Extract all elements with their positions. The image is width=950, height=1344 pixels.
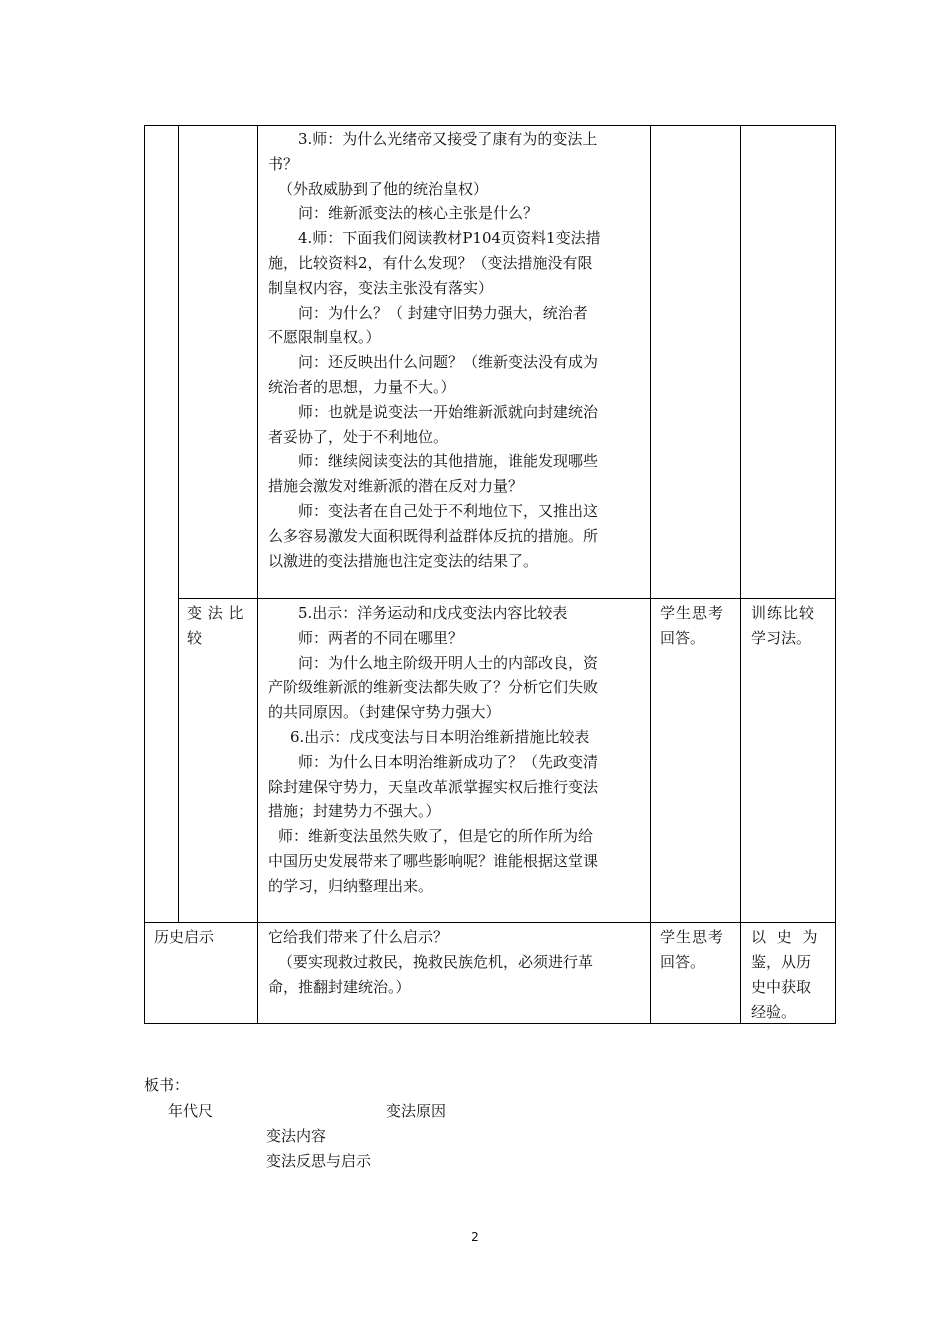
design-intent-line: 训练比较 (751, 604, 816, 622)
student-activity-line: 回答。 (660, 953, 706, 971)
student-activity-line: 学生思考 (660, 928, 725, 946)
student-activity-line: 回答。 (660, 629, 706, 647)
content-line: 师：变法者在自己处于不利地位下，又推出这 (298, 502, 599, 520)
board-heading: 板书： (144, 1076, 190, 1094)
content-line: 的学习，归纳整理出来。 (268, 876, 434, 895)
content-line: 除封建保守势力，天皇改革派掌握实权后推行变法 (268, 777, 599, 796)
section3-label: 历史启示 (154, 928, 215, 946)
content-line: 命，推翻封建统治。） (268, 977, 411, 996)
content-line: 师：两者的不同在哪里？ (298, 628, 464, 647)
content-line: 统治者的思想，力量不大。） (268, 378, 456, 396)
section2-label-line: 变 法 比 (187, 604, 245, 622)
design-intent-line: 以 史 为 (751, 928, 821, 946)
content-line: （外敌威胁到了他的统治皇权） (278, 179, 489, 198)
content-line: 产阶级维新派的维新变法都失败了？分析它们失败 (268, 678, 599, 697)
content-line: 么多容易激发大面积既得利益群体反抗的措施。所 (268, 526, 599, 545)
content-line: 它给我们带来了什么启示？ (268, 928, 449, 946)
content-line: 6.出示：戊戌变法与日本明治维新措施比较表 (290, 728, 590, 746)
content-line: 问：为什么？（ 封建守旧势力强大，统治者 (298, 303, 588, 322)
content-line: 中国历史发展带来了哪些影响呢？谁能根据这堂课 (268, 852, 599, 870)
design-intent-line: 学习法。 (751, 629, 812, 647)
content-line: 书？ (268, 154, 299, 173)
section2-design-intent (751, 601, 815, 651)
content-line: 师：继续阅读变法的其他措施，谁能发现哪些 (298, 452, 599, 471)
content-line: 的共同原因。（封建保守势力强大） (268, 703, 501, 722)
student-activity-line: 学生思考 (660, 604, 725, 622)
design-intent-line: 鉴，从历 (751, 953, 812, 971)
section3-student-activity (660, 925, 724, 975)
content-line: 措施；封建势力不强大。） (268, 802, 441, 821)
content-line: 5.出示：洋务运动和戊戌变法内容比较表 (298, 604, 568, 622)
board-item-content: 变法内容 (266, 1127, 327, 1145)
design-intent-line: 经验。 (751, 1003, 797, 1021)
section2-content (268, 601, 644, 919)
content-line: 以激进的变法措施也注定变法的结果了。 (268, 551, 539, 570)
section2-label (187, 601, 244, 651)
content-line: 不愿限制皇权。） (268, 328, 381, 347)
section2-student-activity (660, 601, 724, 651)
page-number: 2 (471, 1230, 479, 1244)
content-line: 师：为什么日本明治维新成功了？（先政变清 (298, 752, 599, 771)
section3-design-intent (751, 925, 821, 1025)
design-intent-line: 史中获取 (751, 978, 812, 996)
content-line: 3.师：为什么光绪帝又接受了康有为的变法上 (298, 130, 598, 148)
content-line: 者妥协了，处于不利地位。 (268, 427, 449, 446)
content-line: 问：还反映出什么问题？（维新变法没有成为 (298, 353, 599, 372)
content-line: 4.师：下面我们阅读教材P104页资料1变法措 (298, 229, 601, 248)
content-line: 问：为什么地主阶级开明人士的内部改良，资 (298, 653, 599, 672)
section1-content (268, 127, 644, 597)
board-item-reason: 变法原因 (386, 1102, 447, 1120)
content-line: 师：也就是说变法一开始维新派就向封建统治 (298, 402, 599, 421)
content-line: （要实现救过救民，挽救民族危机，必须进行革 (278, 952, 594, 971)
board-item-era: 年代尺 (168, 1102, 214, 1120)
content-line: 措施会激发对维新派的潜在反对力量？ (268, 477, 524, 496)
section3-content (268, 925, 644, 1021)
content-line: 施，比较资料2，有什么发现？（变法措施没有限 (268, 254, 593, 272)
board-item-reflect: 变法反思与启示 (266, 1152, 372, 1170)
content-line: 制皇权内容，变法主张没有落实） (268, 278, 494, 297)
content-line: 问：维新派变法的核心主张是什么？ (298, 204, 539, 223)
content-line: 师：维新变法虽然失败了，但是它的所作所为给 (278, 827, 594, 846)
section2-label-line: 较 (187, 629, 203, 647)
